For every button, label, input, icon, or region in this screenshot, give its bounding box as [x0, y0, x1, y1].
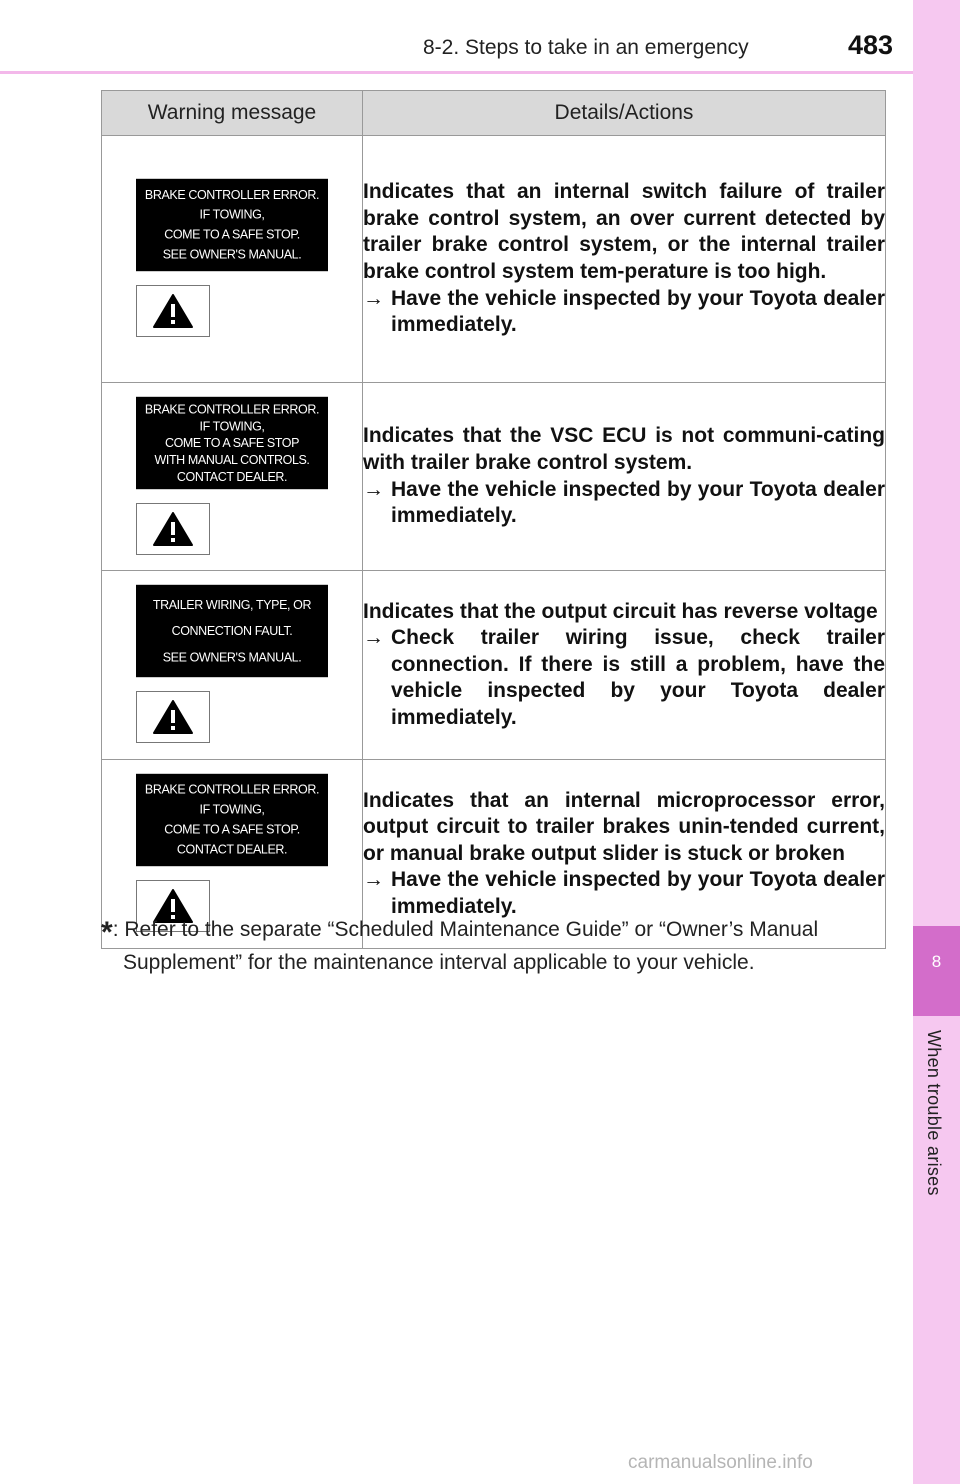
- action-text: Have the vehicle inspected by your Toyota dealer immediately.: [391, 868, 885, 918]
- display-line: SEE OWNER'S MANUAL.: [162, 247, 302, 262]
- display-line: CONNECTION FAULT.: [171, 623, 293, 638]
- arrow-icon: →: [363, 477, 384, 501]
- display-line: TRAILER WIRING, TYPE, OR: [152, 596, 312, 612]
- display-line: IF TOWING,: [199, 418, 265, 434]
- footnote-line-2: Supplement” for the maintenance interval applicable to your vehicle.: [123, 951, 755, 974]
- details-actions-cell: [363, 383, 886, 571]
- warning-message-cell: [102, 136, 363, 383]
- section-title: 8-2. Steps to take in an emergency: [423, 36, 749, 59]
- warning-action: [363, 477, 885, 530]
- chapter-title: When trouble arises: [924, 1030, 944, 1196]
- arrow-icon: →: [363, 286, 384, 310]
- warning-triangle-icon: [136, 503, 210, 555]
- details-actions-cell: [363, 136, 886, 383]
- table-row: [102, 136, 886, 383]
- action-text: Check trailer wiring issue, check trailer connection. If there is still a problem, have the vehicle inspected by your Toyota dealer immediately.: [391, 626, 885, 729]
- details-actions-cell: [363, 571, 886, 760]
- display-line: IF TOWING,: [199, 207, 265, 222]
- display-line: BRAKE CONTROLLER ERROR.: [144, 782, 320, 797]
- chapter-number: 8: [931, 952, 942, 971]
- action-text: Have the vehicle inspected by your Toyota dealer immediately.: [391, 286, 885, 337]
- display-line: IF TOWING,: [199, 802, 265, 817]
- footnote: [101, 915, 886, 978]
- display-line: BRAKE CONTROLLER ERROR.: [144, 401, 320, 417]
- warning-message-cell: [102, 383, 363, 571]
- warning-message-display: [136, 396, 328, 488]
- warning-description: Indicates that an internal microprocessor error, output circuit to trailer brakes unin-tended current, or manual brake output slider is stuck or broken: [363, 788, 885, 865]
- warning-triangle-icon: [136, 285, 210, 337]
- warning-description: Indicates that the output circuit has reverse voltage: [363, 599, 878, 623]
- display-line: CONTACT DEALER.: [176, 468, 288, 484]
- display-line: SEE OWNER'S MANUAL.: [162, 649, 302, 665]
- warning-message-display: [136, 179, 328, 271]
- warning-action: [363, 625, 885, 731]
- footnote-marker: *: [101, 916, 113, 949]
- warning-action: [363, 867, 885, 920]
- display-line: COME TO A SAFE STOP.: [164, 822, 300, 837]
- warning-description: Indicates that the VSC ECU is not communi-cating with trailer brake control system.: [363, 424, 885, 474]
- table-header-row: [102, 91, 886, 136]
- watermark: carmanualsonline.info: [628, 1452, 813, 1473]
- action-text: Have the vehicle inspected by your Toyota dealer immediately.: [391, 477, 885, 528]
- chapter-side-tab: [913, 0, 960, 1484]
- table-row: [102, 383, 886, 571]
- arrow-icon: →: [363, 626, 384, 650]
- footnote-line-1: : Refer to the separate “Scheduled Maintenance Guide” or “Owner’s Manual: [112, 918, 819, 941]
- warning-message-display: [136, 585, 328, 677]
- warning-description: Indicates that an internal switch failure of trailer brake control system, an over current detected by trailer brake control system, or the internal trailer brake control system tem-perature is too high.: [363, 180, 885, 283]
- warning-message-display: [136, 774, 328, 866]
- table-row: [102, 571, 886, 760]
- display-line: COME TO A SAFE STOP.: [164, 227, 300, 242]
- display-line: CONTACT DEALER.: [176, 842, 288, 857]
- warning-message-table: [101, 90, 886, 949]
- column-header-warning-message: Warning message: [102, 91, 363, 136]
- display-line: BRAKE CONTROLLER ERROR.: [144, 187, 320, 202]
- display-line: COME TO A SAFE STOP: [164, 435, 300, 450]
- warning-action: [363, 286, 885, 339]
- warning-message-cell: [102, 571, 363, 760]
- column-header-details-actions: Details/Actions: [363, 91, 886, 136]
- header-divider: [0, 71, 913, 74]
- warning-triangle-icon: [136, 691, 210, 743]
- page-number: 483: [848, 30, 894, 60]
- display-line: WITH MANUAL CONTROLS.: [154, 451, 310, 467]
- arrow-icon: →: [363, 868, 384, 892]
